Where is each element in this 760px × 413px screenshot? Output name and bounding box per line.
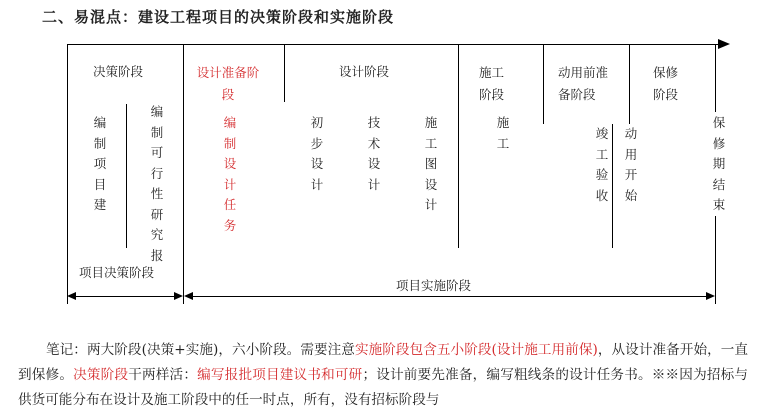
divider-warranty	[629, 44, 630, 124]
label-implementation-stage: 项目实施阶段	[396, 278, 472, 293]
implementation-span-right-arrowhead	[706, 292, 715, 300]
task-start-use: 动用开始	[624, 126, 638, 203]
divider-prep-use	[543, 44, 544, 124]
task-acceptance: 竣工验收	[595, 126, 609, 203]
section-heading: 二、易混点：建设工程项目的决策阶段和实施阶段	[42, 8, 395, 26]
task-construction: 施工	[496, 115, 510, 151]
task-preliminary-design: 初步设计	[310, 115, 324, 192]
task-proposal: 编制项目建	[93, 115, 107, 212]
divider-acceptance	[612, 124, 613, 248]
decision-span-right-arrowhead	[174, 292, 183, 300]
task-drawing-design: 施工图设计	[424, 115, 438, 212]
divider-end-lower	[715, 216, 716, 304]
task-warranty-end: 保修期结束	[712, 115, 726, 212]
implementation-span-left-arrowhead	[184, 292, 193, 300]
divider-decision-end	[183, 44, 184, 304]
task-design-brief: 编制设计任务	[223, 115, 237, 233]
phase-construction: 施工阶段	[479, 65, 505, 102]
label-decision-stage: 项目决策阶段	[79, 265, 155, 280]
timeline-arrowhead	[718, 39, 730, 49]
decision-span-left-arrowhead	[67, 292, 76, 300]
divider-end	[715, 44, 716, 112]
phase-design: 设计阶段	[339, 64, 390, 79]
decision-span-line	[73, 296, 177, 297]
notes-paragraph: 笔记：两大阶段(决策+实施)，六小阶段。需要注意实施阶段包含五小阶段(设计施工用前保)，从设计准备开始，一直到保修。决策阶段干两样活：编写报批项目建议书和可研；设计前要先准备，编写粗线条的设计任务书。※※因为招标与供货可能分布在设计及施工阶段中的任一时点，所有，没有招标阶段与	[18, 342, 749, 408]
implementation-span-line	[189, 296, 709, 297]
phase-decision: 决策阶段	[93, 64, 144, 79]
task-technical-design: 技术设计	[367, 115, 381, 192]
divider-start	[67, 44, 68, 304]
divider-decision-inner	[126, 104, 127, 248]
task-feasibility: 编制可行性研究报	[150, 104, 164, 263]
timeline-arrow-line	[67, 44, 719, 45]
divider-design	[284, 44, 285, 102]
phase-design-prep: 设计准备阶段	[196, 65, 260, 102]
phase-warranty: 保修阶段	[653, 65, 679, 102]
divider-construction	[458, 44, 459, 248]
phase-prep-use: 动用前准备阶段	[558, 65, 609, 102]
